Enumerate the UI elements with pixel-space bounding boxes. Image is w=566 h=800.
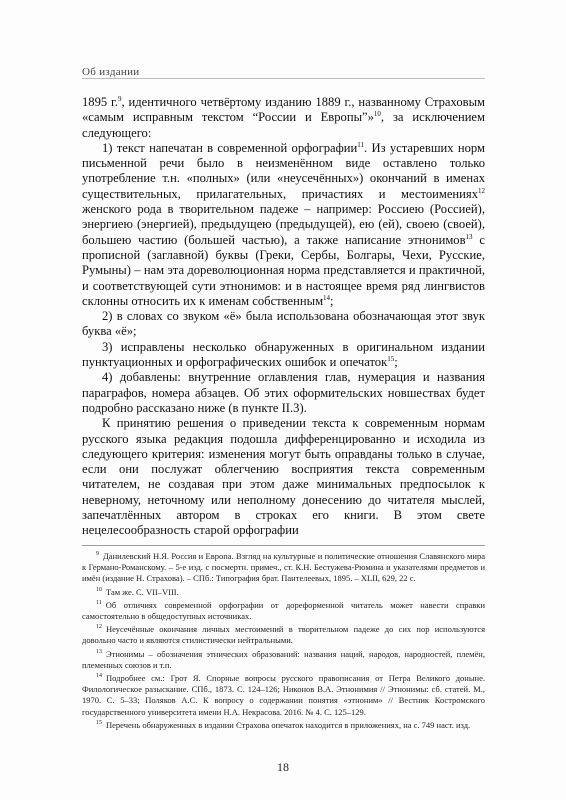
list-item-1: 1) текст напечатан в современной орфографии$^{11}$. Из устаревших норм письменной речи было в неизменённом виде оставлено только употребление т.н. «полных» (или «неусечённых») окончаний в именах существительных, прилагательных, причастиях и местоимениях$^{12}$ женского рода в творительном падеже – например: Россиею (Россией), энергиею (энергией), предыдущею (предыдущей), ею (ей), своею (своей), большею частию (большей частью), а также написание этнонимов$^{13}$ с прописной (заглавной) буквы (Греки, Сербы, Болгары, Чехи, Русские, Румыны) – нам эта дореволюционная норма представляется и практичной, и соответствующей сути этнонимов: и в настоящее время ряд лингвистов склонны относить их к именам собственным$^{14}$; xyxy=(82,140,485,308)
section-title: Об издании xyxy=(82,66,140,78)
footnote-ref[interactable]: 10 xyxy=(373,110,381,119)
page-number: 18 xyxy=(277,760,289,774)
footnote-mark: 14 xyxy=(96,673,102,680)
footnotes xyxy=(82,551,485,733)
footnote-mark: 9 xyxy=(96,551,99,558)
footnote-ref[interactable]: 11 xyxy=(357,140,365,149)
footnote-mark: 11 xyxy=(96,599,102,606)
footnote: $^{10}$ Там же. С. VII–VIII. xyxy=(96,586,179,597)
footnote-ref[interactable]: 9 xyxy=(117,94,122,103)
paragraph-final: К принятию решения о приведении текста к современным нормам русского языка редакция подошла дифференцированно и исходила из следующего критерия: изменения могут быть оправданы только в случае, если они послужат облегчению восприятия текста современным читателем, не создавая при этом даже минимальных предпосылок к неверному, неточному или неполному донесению до читателя мыслей, запечатлённых автором в строках его книги. В этом свете нецелесообразность старой орфографии xyxy=(82,416,485,538)
footnote-mark: 12 xyxy=(96,624,102,631)
footnote-mark: 15 xyxy=(96,720,102,727)
footnote: $^9$ Данилевский Н.Я. Россия и Европа. Взгляд на культурные и политические отношения Славянского мира к Германо-Романскому. – 5-е изд. с посмертн. примеч., ст. К.Н. Бестужева-Рюмина и указателями предметов и имён (издание Н. Страхова). – СПб.: Типография брат. Пантелеевых, 1895. – XLII, 629, 22 с. xyxy=(82,551,485,584)
paragraph-intro: 1895 г.$^9$, идентичного четвёртому изданию 1889 г., названному Страховым «самым исправным текстом “России и Европы”»$^{10}$, за исключением следующего: xyxy=(82,94,485,140)
footnote-ref[interactable]: 13 xyxy=(465,232,473,241)
footnote: $^{11}$ Об отличиях современной орфографии от дореформенной читатель может навести справки самостоятельно в общедоступных источниках. xyxy=(82,599,485,622)
running-header xyxy=(82,62,485,80)
footnote-mark: 10 xyxy=(96,586,102,593)
footnote: $^{15}$ Перечень обнаруженных в издании Страхова опечаток находится в приложениях, на с. 749 наст. изд. xyxy=(96,719,471,730)
header-rule xyxy=(82,78,485,79)
list-item-3: 3) исправлены несколько обнаруженных в оригинальном издании пунктуационных и орфографических ошибок и опечаток$^{15}$; xyxy=(82,339,485,370)
footnote-rule xyxy=(82,545,485,546)
list-item-2: 2) в словах со звуком «ё» была использована обозначающая этот звук буква «ё»; xyxy=(82,309,485,339)
main-text xyxy=(82,95,485,539)
list-item-4: 4) добавлены: внутренние оглавления глав, нумерация и названия параграфов, номера абзацев. Об этих оформительских новшествах будет подробно рассказано ниже (в пункте II.3). xyxy=(82,370,485,415)
footnote-ref[interactable]: 12 xyxy=(478,186,485,195)
footnote-ref[interactable]: 14 xyxy=(323,293,331,302)
footnote: $^{12}$ Неусечённые окончания личных местоимений в творительном падеже до сих пор используются довольно часто и являются стилистически нейтральными. xyxy=(82,624,485,646)
footnote: $^{14}$ Подробнее см.: Грот Я. Спорные вопросы русского правописания от Петра Великого доныне. Филологическое разыскание. СПб., 1873. С. 124–126; Никонов В.А. Этнонимия // Этнонимы: сб. статей. М., 1970. С. 5–33; Поляков А.С. К вопросу о содержании понятия «этноним» // Вестник Костромского государственного университета имени Н.А. Некрасова. 2016. № 4. С. 125–129. xyxy=(82,673,485,717)
footnote-mark: 13 xyxy=(96,648,102,655)
footnote: $^{13}$ Этнонимы – обозначения этнических образований: названия наций, народов, народностей, племён, племенных союзов и т.п. xyxy=(82,648,485,670)
footnote-ref[interactable]: 15 xyxy=(387,354,395,363)
